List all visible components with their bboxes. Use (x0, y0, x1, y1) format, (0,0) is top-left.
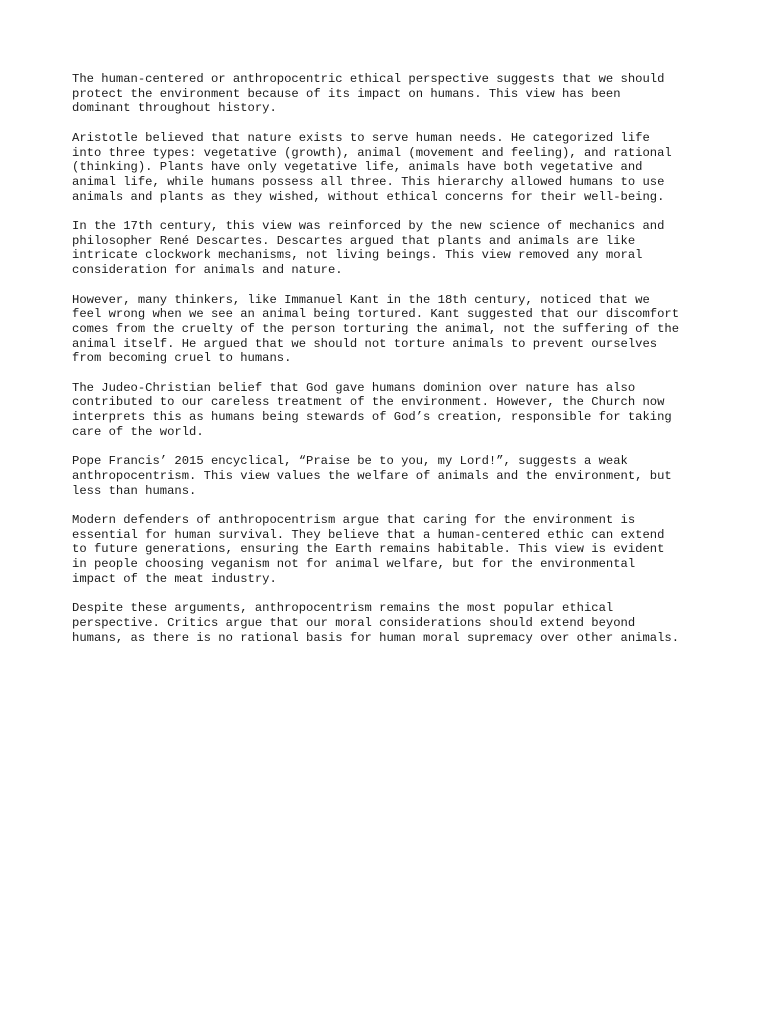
paragraph-pope-francis: Pope Francis’ 2015 encyclical, “Praise be to you, my Lord!”, suggests a weak anthropocentrism. This view values the welfare of animals and the environment, but less than humans. (72, 454, 672, 498)
paragraph-critics: Despite these arguments, anthropocentrism remains the most popular ethical perspective. Critics argue that our moral considerations should extend beyond humans, as there is no rational basis for human moral supremacy over other animals. (72, 601, 680, 645)
paragraph-descartes: In the 17th century, this view was reinforced by the new science of mechanics and philosopher René Descartes. Descartes argued that plants and animals are like intricate clockwork mechanisms, not living beings. This view removed any moral consideration for animals and nature. (72, 219, 665, 278)
paragraph-kant: However, many thinkers, like Immanuel Kant in the 18th century, noticed that we feel wrong when we see an animal being tortured. Kant suggested that our discomfort comes from the cruelty of the person torturing the animal, not the suffering of the animal itself. He argued that we should not torture animals to prevent ourselves from becoming cruel to humans. (72, 292, 680, 366)
document-page (72, 72, 712, 660)
paragraph-anthropocentric-intro: The human-centered or anthropocentric ethical perspective suggests that we should protect the environment because of its impact on humans. This view has been dominant throughout history. (72, 72, 665, 116)
paragraph-modern-defenders: Modern defenders of anthropocentrism argue that caring for the environment is essential for human survival. They believe that a human-centered ethic can extend to future generations, ensuring the Earth remains habitable. This view is evident in people choosing veganism not for animal welfare, but for the environmental impact of the meat industry. (72, 513, 665, 586)
paragraph-judeo-christian: The Judeo-Christian belief that God gave humans dominion over nature has also contributed to our careless treatment of the environment. However, the Church now interprets this as humans being stewards of God’s creation, responsible for taking care of the world. (72, 380, 672, 439)
paragraph-aristotle: Aristotle believed that nature exists to serve human needs. He categorized life into three types: vegetative (growth), animal (movement and feeling), and rational (thinking). Plants have only vegetative life, animals have both vegetative and animal life, while humans possess all three. This hierarchy allowed humans to use animals and plants as they wished, without ethical concerns for their well-being. (72, 130, 672, 204)
